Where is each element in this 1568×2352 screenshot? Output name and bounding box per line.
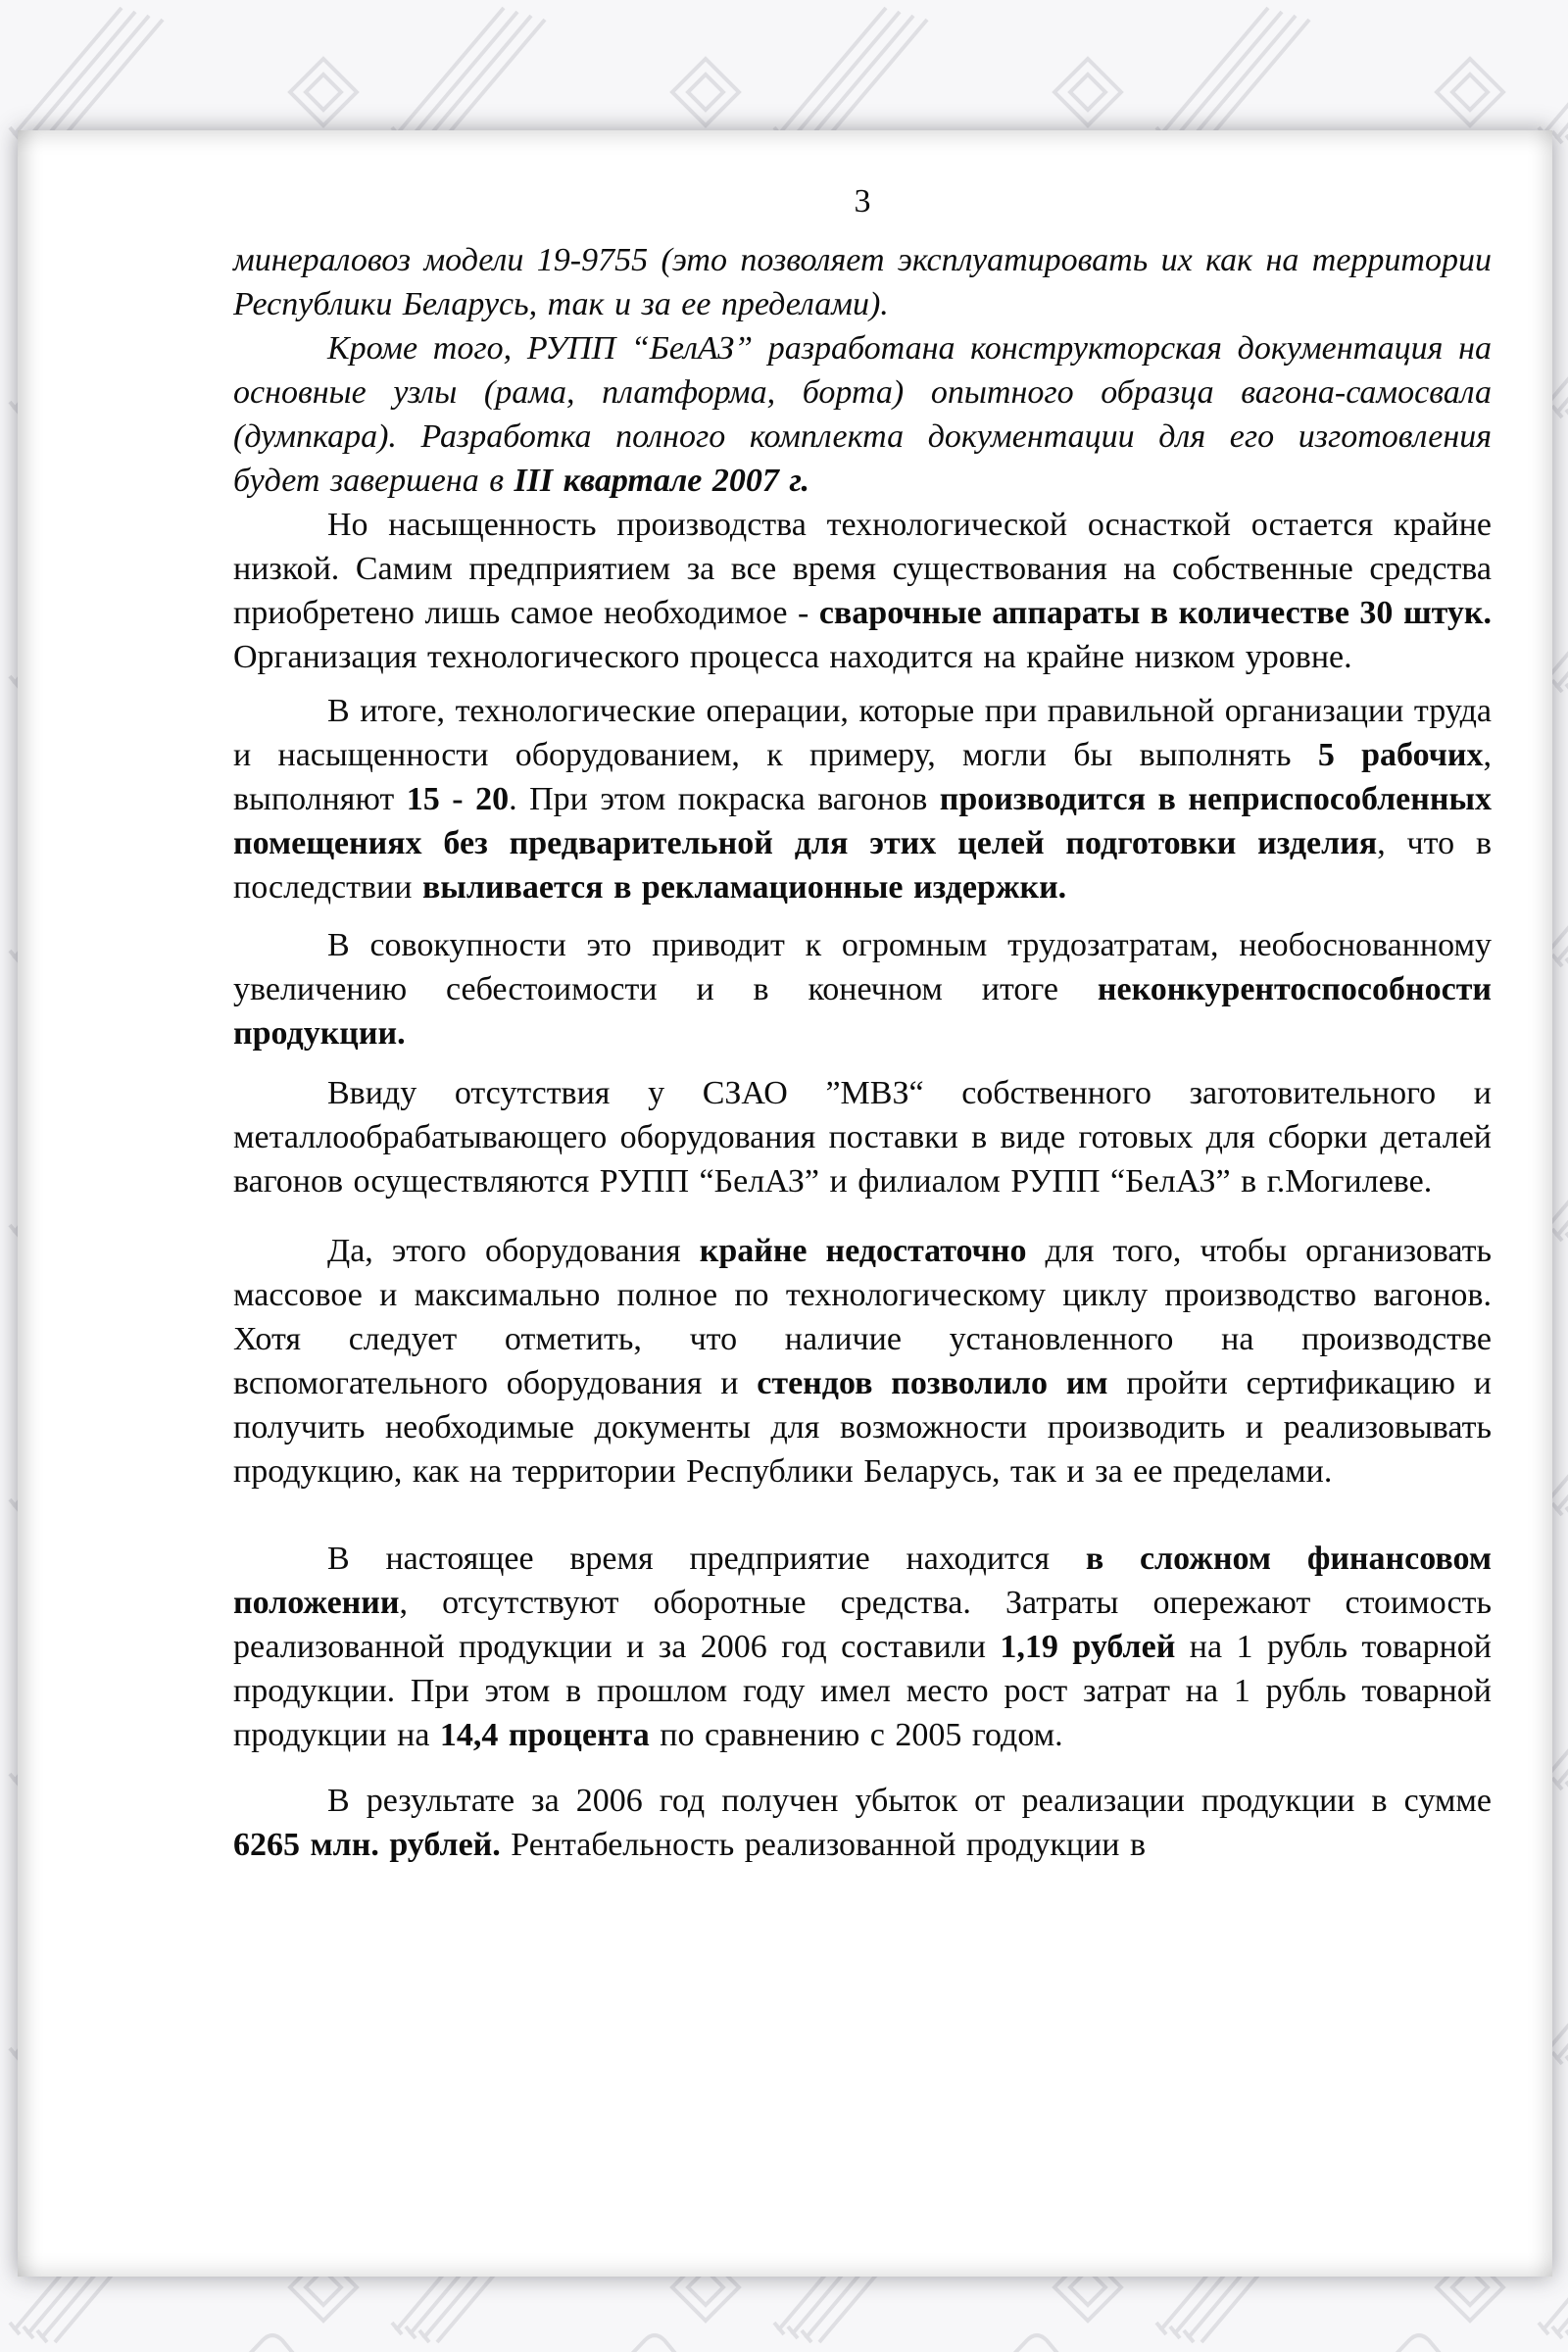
paragraph	[233, 503, 1492, 679]
text-run: по сравнению с 2005 годом.	[649, 1717, 1063, 1753]
text-run: для того, чтобы организовать массовое и максимально полное по технологическому циклу производство вагонов. Хотя следует отметить, что наличие установленного на производстве вспомогательного оборудования и	[233, 1233, 1492, 1401]
text-run: стендов позволило им	[757, 1365, 1108, 1401]
text-run: III квартале 2007 г.	[514, 463, 809, 499]
paragraph	[233, 1229, 1492, 1494]
text-run: В результате за 2006 год получен убыток от реализации продукции в сумме	[327, 1783, 1492, 1819]
paragraph	[233, 689, 1492, 909]
page-number: 3	[854, 183, 871, 220]
text-run: Но насыщенность производства технологической оснасткой остается крайне низкой. Самим предприятием за все время существования на собственные средства приобретено лишь самое необходимое -	[233, 507, 1492, 631]
text-run: выливается в рекламационные издержки.	[421, 869, 1067, 906]
text-run: 15 - 20	[406, 781, 510, 817]
text-run: , выполняют	[233, 737, 1492, 817]
document-page	[18, 130, 1552, 2277]
text-run: на 1 рубль товарной продукции. При этом в прошлом году имел место рост затрат на 1 рубль товарной продукции на	[233, 1629, 1492, 1753]
paragraph	[233, 1779, 1492, 1867]
text-run: минераловоз модели 19-9755 (это позволяет эксплуатировать их как на территории Республики Беларусь, так и за ее пределами).	[233, 242, 1492, 322]
paragraph	[233, 1071, 1492, 1203]
paragraph	[233, 923, 1492, 1055]
text-run: пройти сертификацию и получить необходимые документы для возможности производить и реализовывать продукцию, как на территории Республики Беларусь, так и за ее пределами.	[233, 1365, 1492, 1490]
text-run: В итоге, технологические операции, которые при правильной организации труда и насыщенности оборудованием, к примеру, могли бы выполнять	[233, 693, 1492, 773]
text-run: Кроме того, РУПП “БелАЗ” разработана конструкторская документация на основные узлы (рама, платформа, борта) опытного образца вагона-самосвала (думпкара). Разработка полного комплекта документации для его изготовления будет завершена в	[233, 330, 1492, 499]
text-run: . При этом покраска вагонов	[509, 781, 940, 817]
text-run: , отсутствуют оборотные средства. Затраты опережают стоимость реализованной продукции и за 2006 год составили	[233, 1585, 1492, 1665]
text-run: 1,19 рублей	[1000, 1629, 1176, 1665]
text-run: Организация технологического процесса находится на крайне низком уровне.	[233, 639, 1352, 675]
paragraph	[233, 238, 1492, 326]
text-run: Ввиду отсутствия у СЗАО ”МВЗ“ собственного заготовительного и металлообрабатывающего оборудования поставки в виде готовых для сборки деталей вагонов осуществляются РУПП “БелАЗ” и филиалом РУПП “БелАЗ” в г.Могилеве.	[233, 1075, 1492, 1200]
paragraph	[233, 1537, 1492, 1757]
text-run: в сложном финансовом положении	[233, 1541, 1492, 1621]
text-run: 5 рабочих	[1317, 737, 1484, 773]
paragraph	[233, 326, 1492, 503]
text-run: сварочные аппараты в количестве 30 штук.	[818, 595, 1492, 631]
text-run: Да, этого оборудования	[327, 1233, 700, 1269]
text-run: 14,4 процента	[439, 1717, 650, 1753]
text-run: неконкурентоспособности продукции.	[233, 971, 1492, 1052]
text-run: производится в неприспособленных помещениях без предварительной для этих целей подготовки изделия	[233, 781, 1492, 861]
text-run: Рентабельность реализованной продукции в	[500, 1827, 1147, 1863]
text-run: , что в последствии	[233, 825, 1492, 906]
document-content	[233, 238, 1492, 1867]
text-run: крайне недостаточно	[699, 1233, 1027, 1269]
text-run: В совокупности это приводит к огромным трудозатратам, необоснованному увеличению себестоимости и в конечном итоге	[233, 927, 1492, 1007]
text-run: В настоящее время предприятие находится	[327, 1541, 1086, 1577]
text-run: 6265 млн. рублей.	[233, 1827, 501, 1863]
